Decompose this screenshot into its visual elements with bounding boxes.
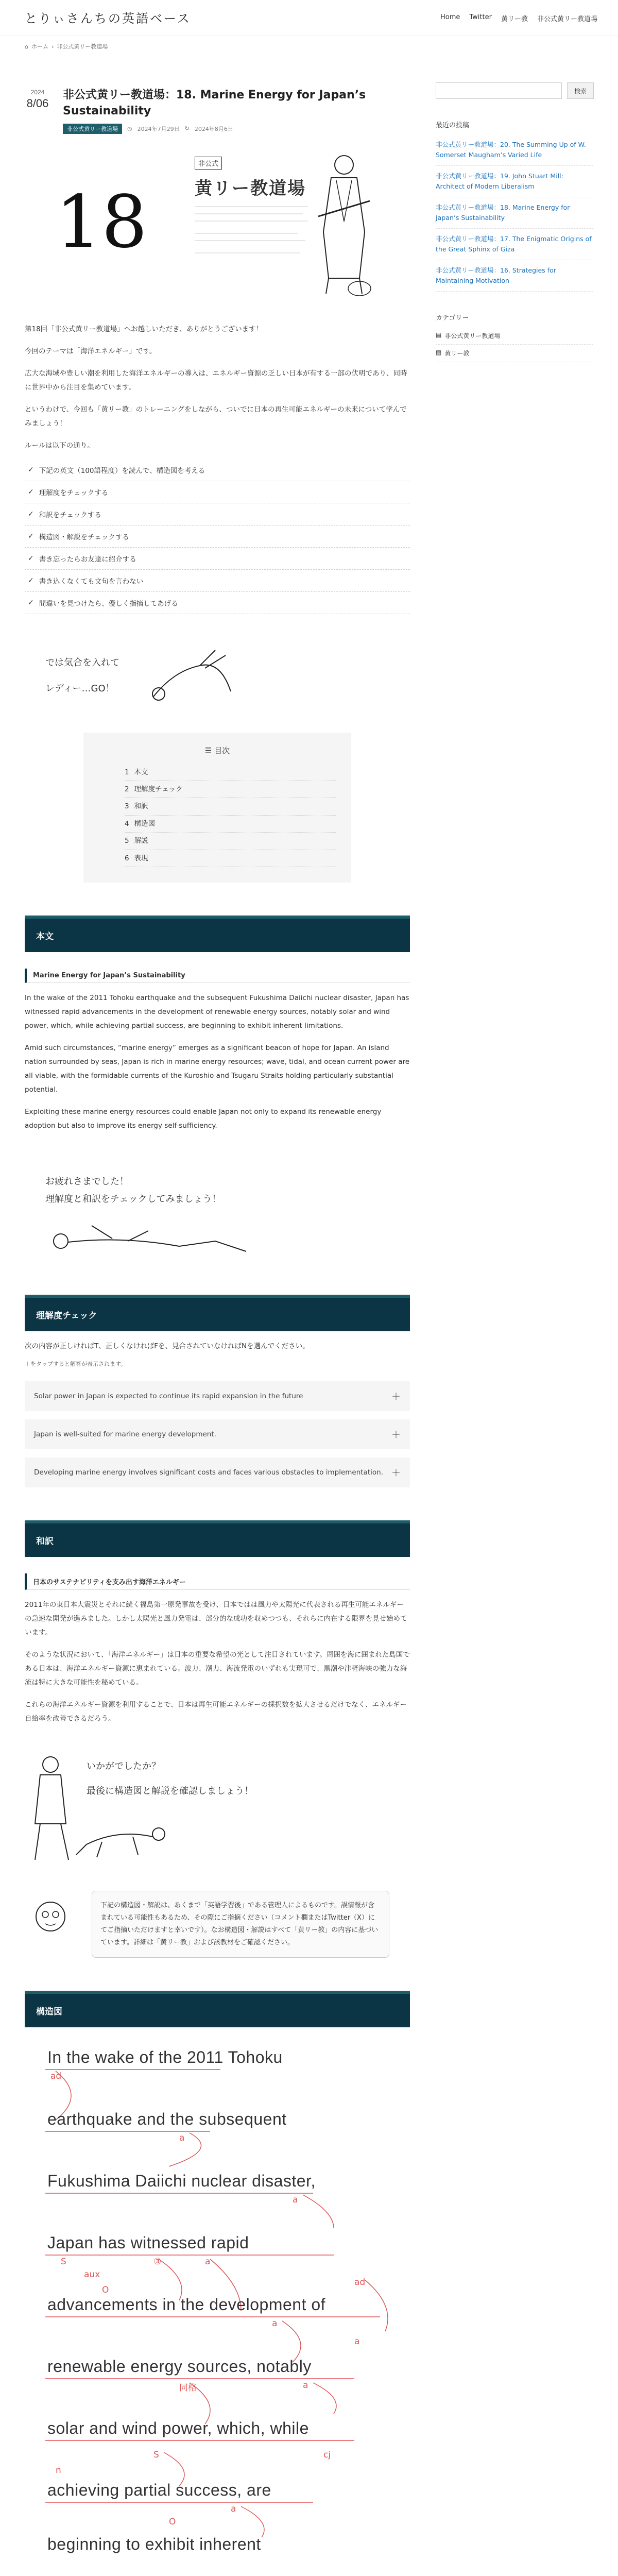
check-statement: Solar power in Japan is expected to continue its rapid expansion in the future: [34, 1392, 303, 1400]
english-paragraph: In the wake of the 2011 Tohoku earthquake and the subsequent Fukushima Daiichi nuclear disaster, Japan has witnessed rapid advancements in the development of renewable energy sources, notably solar and wind power, which, while achieving partial success, are beginning to exhibit inherent limitations.: [25, 993, 409, 1030]
list-item: [25, 570, 410, 592]
translation-paragraph: これらの海洋エネルギー資源を利用することで、日本は再生可能エネルギーの採択数を拡大させるだけでなく、エネルギー自給率を改善できるだろう。: [25, 1700, 407, 1723]
walking-illustration: [25, 1747, 410, 1870]
decorative-line: [195, 213, 303, 214]
tired-text: お疲れさまでした！: [45, 1176, 129, 1187]
structure-tag: ③: [153, 2257, 162, 2267]
structure-diagram: [25, 2043, 410, 2558]
translation-paragraph: そのような状況において、「海洋エネルギー」は日本の重要な希望の光として注目されています。周囲を海に囲まれた島国である日本は、海洋エネルギー資源に恵まれている。波力、潮力、海流発電のいずれも実現可で、黒潮や津軽海峡の強力な海流は特に大きな可能性を秘めている。: [25, 1650, 410, 1687]
breadcrumb-category[interactable]: 非公式黄リー教道場: [57, 43, 108, 50]
rules-list: [25, 459, 410, 614]
author-note: [25, 1891, 410, 1958]
category-label: 黄リー教: [444, 350, 470, 357]
search-input[interactable]: [436, 82, 562, 99]
check-icon: ✓: [28, 487, 34, 496]
structure-tag: aux: [84, 2269, 100, 2280]
clock-icon: ◷: [127, 125, 132, 132]
refresh-icon: ↻: [184, 125, 190, 132]
article: [25, 77, 410, 2558]
category-link[interactable]: [436, 327, 593, 345]
connector-arc: [169, 2133, 201, 2166]
page-title: 非公式黄リー教道場：18. Marine Energy for Japan’s Sustainability: [63, 89, 366, 117]
recent-posts-heading: 最近の投稿: [436, 122, 470, 129]
structure-tag: O: [169, 2517, 176, 2528]
toc-item[interactable]: [125, 798, 336, 815]
rule-text: 理解度をチェックする: [39, 488, 109, 497]
eyecatch-label-big: 黄リー教道場: [195, 178, 306, 199]
ready-text: では気合を入れて: [45, 657, 119, 668]
toc-num: 1: [125, 768, 129, 776]
translation-subtitle: 日本のサステナビリティを支み出す海洋エネルギー: [25, 1573, 410, 1590]
updated-date: 2024年8月6日: [194, 125, 233, 132]
plus-icon[interactable]: ＋: [391, 1429, 401, 1440]
main-subtitle: Marine Energy for Japan’s Sustainability: [25, 969, 410, 983]
toc-item[interactable]: [125, 764, 336, 781]
check-note: ＋をタップすると解答が表示されます。: [25, 1360, 127, 1367]
check-intro: 次の内容が正しければT、正しくなければFを、見合されていなければNを選んでください。: [25, 1342, 310, 1350]
connector-arc: [241, 2506, 264, 2537]
category-badge[interactable]: 非公式黄リー教道場: [63, 124, 122, 134]
check-accordion[interactable]: [25, 1458, 410, 1487]
check-icon: ✓: [28, 532, 34, 540]
list-item: [25, 481, 410, 503]
structure-line: beginning to exhibit inherent: [47, 2535, 261, 2554]
structure-tag: ad: [354, 2277, 366, 2288]
rule-text: 書き忘ったらお友達に紹介する: [39, 555, 136, 564]
structure-line: Fukushima Daiichi nuclear disaster,: [47, 2172, 316, 2191]
search-form: [436, 82, 593, 99]
post-monthday: 8/06: [26, 97, 49, 110]
structure-tag: S: [61, 2257, 66, 2267]
structure-line: renewable energy sources, notably: [47, 2357, 312, 2376]
nav-kirikyo[interactable]: 黄リー教: [501, 15, 528, 23]
toc-label: 構造図: [134, 819, 156, 828]
decorative-line: [195, 252, 300, 253]
site-header: [0, 0, 618, 36]
rule-text: 下記の英文（100語程度）を読んで、構造図を考える: [39, 466, 205, 475]
figure-illustration: [143, 640, 236, 707]
structure-line: solar and wind power, which, while: [47, 2419, 309, 2438]
folder-icon: ▤: [436, 349, 442, 356]
samurai-illustration: [308, 149, 380, 299]
section-heading-structure: 構造図: [25, 1994, 410, 2027]
recent-post-link[interactable]: 非公式黄リー教道場：20. The Summing Up of W. Somerset Maugham’s Varied Life: [436, 134, 593, 166]
eyecatch-image: [45, 149, 365, 304]
structure-line: earthquake and the subsequent: [47, 2110, 287, 2129]
structure-tag: ad: [50, 2071, 62, 2082]
folder-icon: ▤: [436, 331, 442, 338]
toc-num: 3: [125, 802, 129, 811]
table-of-contents: [83, 733, 351, 883]
structure-line: In the wake of the 2011 Tohoku: [47, 2048, 283, 2067]
eyecatch-number: 18: [56, 180, 148, 264]
decorative-line: [195, 233, 298, 234]
section-heading-main: 本文: [25, 919, 410, 952]
section-heading-translation: 和訳: [25, 1523, 410, 1557]
list-item: [25, 503, 410, 526]
breadcrumb-home[interactable]: ホーム: [31, 43, 48, 50]
connector-arc: [303, 2195, 334, 2228]
structure-tag: a: [354, 2336, 360, 2347]
rules-title: ルールは以下の通り。: [25, 441, 94, 450]
categories-heading: カテゴリー: [436, 314, 469, 322]
decorative-line: [195, 221, 308, 222]
home-icon: ⌂: [25, 43, 28, 50]
connector-arc: [159, 2259, 182, 2300]
recent-post-link[interactable]: 非公式黄リー教道場：19. John Stuart Mill: Architect of Modern Liberalism: [436, 166, 593, 197]
eyecatch-label-small: 非公式: [195, 157, 222, 170]
toc-num: 4: [125, 819, 129, 828]
translation-paragraph: 2011年の東日本大震災とそれに続く福島第一原発事故を受け、日本ではは風力や太陽光に代表される再生可能エネルギーの急速な開発が進みました。しかし太陽光と風力発電は、部分的な成功を収めつつも、それらに内在する限界を見せ始めています。: [25, 1600, 407, 1637]
intro-paragraph: 第18回「非公式黄リー教道場」へお越しいただき、ありがとうございます！: [25, 325, 263, 333]
toc-item[interactable]: [125, 850, 336, 867]
recent-post-link[interactable]: 非公式黄リー教道場：17. The Enigmatic Origins of the Great Sphinx of Giza: [436, 229, 593, 260]
check-icon: ✓: [28, 510, 34, 518]
post-date: [25, 89, 50, 110]
structure-tag: a: [205, 2257, 211, 2267]
plus-icon[interactable]: ＋: [391, 1391, 401, 1402]
structure-tag: a: [272, 2318, 278, 2329]
connector-arc: [313, 2383, 336, 2414]
crawling-figure-illustration: [71, 1814, 174, 1860]
connector-arc: [282, 2321, 301, 2362]
rule-text: 間違いを見つけたら、優しく指摘してあげる: [39, 599, 178, 608]
structure-tag: n: [56, 2465, 61, 2476]
rule-text: 和訳をチェックする: [39, 511, 101, 519]
toc-heading: [99, 745, 336, 756]
decorative-line: [195, 206, 308, 207]
nav-twitter[interactable]: Twitter: [469, 13, 492, 21]
structure-tag: a: [293, 2195, 298, 2206]
list-item: [25, 592, 410, 614]
structure-tag: 同格: [179, 2383, 197, 2394]
toc-label: 和訳: [134, 802, 148, 811]
structure-tag: S: [153, 2450, 159, 2461]
connector-arc: [365, 2280, 388, 2331]
list-item: [25, 459, 410, 481]
english-paragraph: Amid such circumstances, “marine energy” emerges as a significant beacon of hope for Japan. An island nation surrounded by seas, Japan is rich in marine energy resources; wave, tidal, and ocean current power are all viable, with the formidable currents of the Kuroshio and Tsugaru Straits holding particularly substantial potential.: [25, 1043, 410, 1094]
section-heading-check: 理解度チェック: [25, 1298, 410, 1331]
rule-text: 構造図・解説をチェックする: [39, 533, 129, 541]
lying-figure-illustration: [45, 1210, 251, 1262]
check-icon: ✓: [28, 554, 34, 563]
toc-num: 2: [125, 785, 129, 793]
check-statement: Developing marine energy involves significant costs and faces various obstacles to implementation.: [34, 1468, 384, 1477]
toc-label: 理解度チェック: [134, 785, 183, 793]
check-accordion[interactable]: [25, 1419, 410, 1449]
chevron-right-icon: ›: [51, 43, 54, 50]
intro-paragraph: 今回のテーマは「海洋エネルギー」です。: [25, 347, 157, 355]
recent-post-link[interactable]: 非公式黄リー教道場：16. Strategies for Maintaining Motivation: [436, 260, 593, 292]
tired-text: 理解度と和訳をチェックしてみましょう！: [45, 1193, 221, 1205]
category-label: 非公式黄リー教道場: [444, 332, 501, 340]
info-box: 下記の構造図・解説は、あくまで「英語学習後」である管理人によるものです。誤情報が含まれている可能性もあるため、その際にご指摘ください（コメント欄またはTwitter（X）にてご指摘いただけますと幸いです）。なお構造図・解説はすべて「黄リー教」の内容に基づいています。詳細は「黄リー教」および該教材をご確認ください。: [92, 1891, 389, 1958]
intro-paragraph: というわけで、今回も「黄リー教」のトレーニングをしながら、ついでに日本の再生可能エネルギーの未来について学んでみましょう！: [25, 405, 407, 428]
breadcrumb: [25, 42, 108, 50]
how-text: いかがでしたか？: [87, 1760, 161, 1772]
toc-label: 本文: [134, 768, 148, 776]
plus-icon[interactable]: ＋: [391, 1467, 401, 1479]
decorative-line: [195, 240, 305, 241]
list-item: [25, 526, 410, 548]
toc-label: 表現: [134, 854, 148, 862]
check-accordion[interactable]: [25, 1381, 410, 1411]
check-icon: ✓: [28, 598, 34, 607]
structure-tag: cj: [323, 2450, 331, 2461]
site-logo[interactable]: とりぃさんちの英語ベース: [25, 11, 191, 26]
ready-text: レディー…GO！: [45, 683, 115, 694]
recent-post-link[interactable]: 非公式黄リー教道場：18. Marine Energy for Japan’s Sustainability: [436, 197, 593, 229]
toc-item[interactable]: [125, 781, 336, 798]
english-paragraph: Exploiting these marine energy resources could enable Japan not only to expand its renewable energy adoption but also to improve its energy self-sufficiency.: [25, 1107, 382, 1130]
check-statement: Japan is well-suited for marine energy development.: [34, 1430, 216, 1438]
nav-dojo[interactable]: 非公式黄リー教道場: [537, 15, 597, 23]
published-date: 2024年7月29日: [137, 125, 180, 132]
ready-illustration: [25, 635, 410, 712]
post-meta: [63, 124, 410, 134]
structure-tag: a: [179, 2133, 185, 2144]
structure-line: achieving partial success, are: [47, 2481, 271, 2500]
list-icon: ☰: [204, 745, 215, 755]
structure-line: advancements in the development of: [47, 2295, 325, 2314]
global-nav: [440, 13, 597, 23]
toc-num: 5: [125, 837, 129, 845]
structure-tag: O: [102, 2285, 109, 2296]
toc-item[interactable]: [125, 816, 336, 833]
check-icon: ✓: [28, 465, 34, 474]
post-year: 2024: [30, 89, 45, 96]
list-item: [25, 548, 410, 570]
structure-tag: a: [231, 2504, 236, 2515]
rule-text: 書き込くなくても文句を言わない: [39, 577, 144, 586]
toc-title: 目次: [214, 745, 230, 755]
nav-home[interactable]: Home: [440, 13, 460, 21]
structure-line: Japan has witnessed rapid: [47, 2233, 249, 2252]
toc-label: 解説: [134, 837, 148, 845]
tired-illustration: [25, 1154, 410, 1262]
structure-tag: a: [303, 2380, 308, 2391]
intro-paragraph: 広大な海域や豊しい潮を利用した海洋エネルギーの導入は、エネルギー資源の乏しい日本が有する一部の伏明であり、同時に世界中から注目を集めています。: [25, 369, 407, 392]
check-icon: ✓: [28, 576, 34, 585]
search-button[interactable]: 検索: [567, 82, 594, 99]
samurai-walking-illustration: [25, 1752, 76, 1865]
avatar: [30, 1896, 71, 1942]
sidebar: [436, 82, 593, 362]
how-text: 最後に構造図と解説を確認しましょう！: [87, 1785, 253, 1797]
category-link[interactable]: [436, 345, 593, 362]
toc-num: 6: [125, 854, 129, 862]
toc-item[interactable]: [125, 833, 336, 850]
